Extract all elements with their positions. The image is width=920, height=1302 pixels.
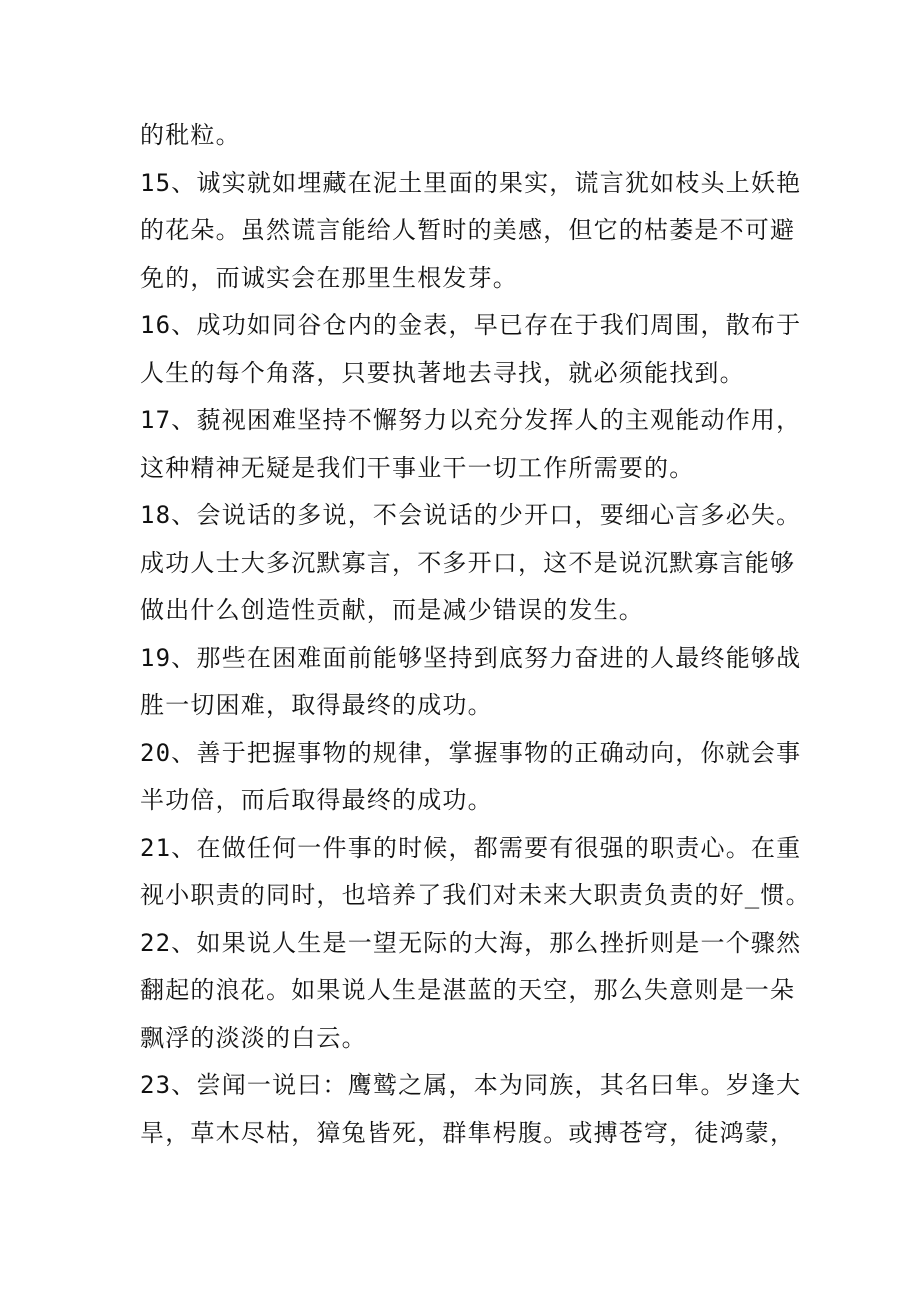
text-line: 胜一切困难，取得最终的成功。 bbox=[140, 691, 493, 719]
text-line: 16、成功如同谷仓内的金表，早已存在于我们周围，散布于 bbox=[140, 311, 802, 339]
text-line: 23、尝闻一说曰：鹰鹫之属，本为同族，其名曰隼。岁逢大 bbox=[140, 1071, 802, 1099]
text-line: 飘浮的淡淡的白云。 bbox=[140, 1023, 367, 1052]
text-line: 成功人士大多沉默寡言，不多开口，这不是说沉默寡言能够 bbox=[140, 548, 796, 577]
text-line: 的花朵。虽然谎言能给人暂时的美感，但它的枯萎是不可避 bbox=[140, 216, 796, 244]
text-line: 17、藐视困难坚持不懈努力以充分发挥人的主观能动作用， bbox=[140, 406, 802, 434]
text-line: 15、诚实就如埋藏在泥土里面的果实，谎言犹如枝头上妖艳 bbox=[140, 168, 802, 197]
text-line: 免的，而诚实会在那里生根发芽。 bbox=[140, 263, 518, 292]
text-line: 19、那些在困难面前能够坚持到底努力奋进的人最终能够战 bbox=[140, 643, 802, 672]
text-line: 的秕粒。 bbox=[140, 121, 241, 149]
text-line: 旱，草木尽枯，獐兔皆死，群隼枵腹。或搏苍穹，徒鸿蒙， bbox=[140, 1118, 796, 1147]
text-line: 18、会说话的多说，不会说话的少开口，要细心言多必失。 bbox=[140, 501, 802, 529]
text-line: 半功倍，而后取得最终的成功。 bbox=[140, 786, 493, 814]
text-line: 22、如果说人生是一望无际的大海，那么挫折则是一个骤然 bbox=[140, 928, 802, 957]
text-line: 21、在做任何一件事的时候，都需要有很强的职责心。在重 bbox=[140, 833, 802, 862]
text-line: 20、善于把握事物的规律，掌握事物的正确动向，你就会事 bbox=[140, 738, 802, 767]
text-line: 人生的每个角落，只要执著地去寻找，就必须能找到。 bbox=[140, 358, 745, 387]
document-body bbox=[140, 112, 811, 1157]
text-line: 这种精神无疑是我们干事业干一切工作所需要的。 bbox=[140, 453, 695, 482]
text-line: 做出什么创造性贡献，而是减少错误的发生。 bbox=[140, 596, 644, 624]
text-line: 视小职责的同时，也培养了我们对未来大职责负责的好_惯。 bbox=[140, 881, 811, 909]
text-line: 翻起的浪花。如果说人生是湛蓝的天空，那么失意则是一朵 bbox=[140, 976, 796, 1004]
